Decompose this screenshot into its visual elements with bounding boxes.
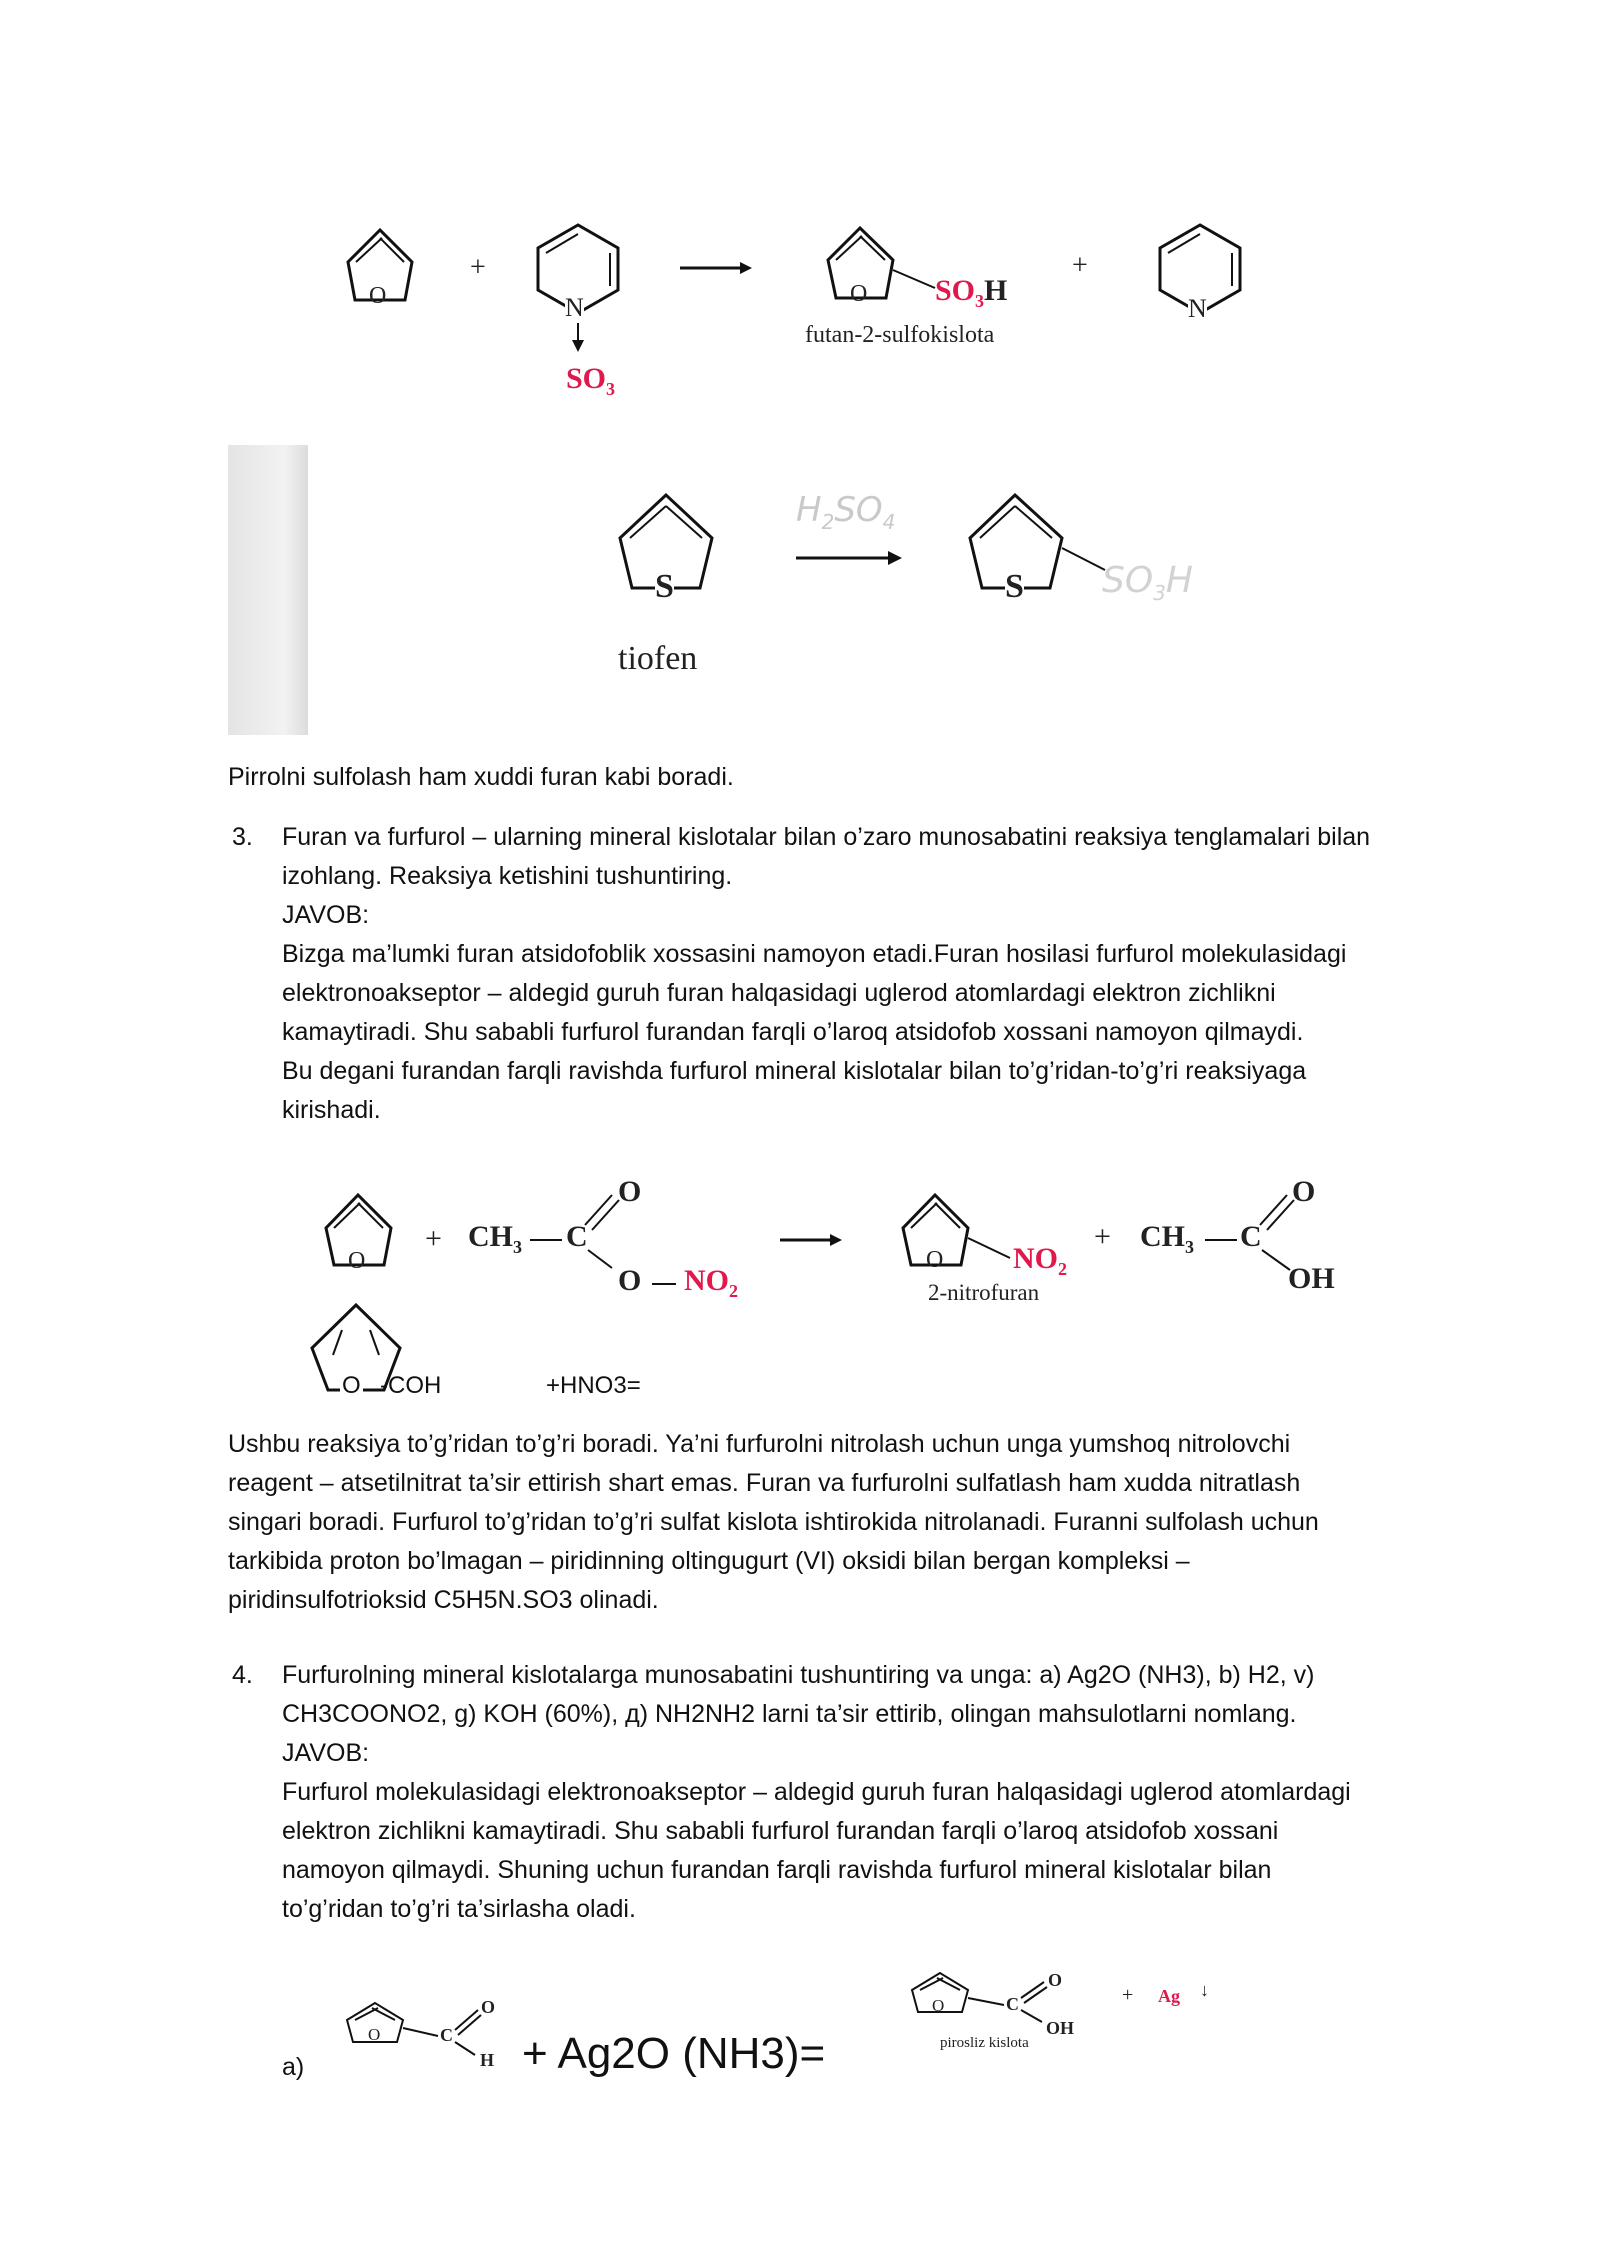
furfurol-oxygen-label: O [342, 1372, 361, 1399]
carbonyl-oxygen-label: O [618, 1175, 642, 1208]
aldehyde-group-label: -COH [380, 1372, 442, 1399]
answer-line: kirishadi. [282, 1096, 381, 1124]
answer-label: JAVOB: [282, 901, 370, 929]
answer-line: elektronoakseptor – aldegid guruh furan halqasidagi uglerod atomlardagi elektron zichlikni [282, 979, 1276, 1007]
question-line: Furan va furfurol – ularning mineral kislotalar bilan o’zaro munosabatini reaksiya tenglamalari bilan [282, 823, 1371, 851]
plus-sign: + [1094, 1220, 1111, 1253]
catalyst-label: $H_2SO_4$ [796, 490, 896, 534]
aldehyde-hydrogen-label: H [480, 2050, 495, 2070]
list-number: 4. [232, 1661, 253, 1689]
nitro-group-label: $NO_2$ [684, 1264, 738, 1301]
paragraph-line: tarkibida proton bo’lmagan – piridinning oltingugurt (VI) oksidi bilan bergan kompleksi – [228, 1547, 1190, 1575]
question-line: CH3COONO2, g) KOH (60%), д) NH2NH2 larni ta’sir ettirib, olingan mahsulotlarni nomlang. [282, 1700, 1297, 1728]
pyridine-nitrogen-label: N [1188, 294, 1207, 323]
furan-oxygen-label: O [369, 283, 387, 309]
product-oxygen-label: O [850, 281, 868, 307]
answer-line: Furfurol molekulasidagi elektronoakseptor – aldegid guruh furan halqasidagi uglerod atomlardagi [282, 1778, 1351, 1806]
plus-sign: + [470, 252, 486, 283]
silver-label: Ag [1158, 1986, 1180, 2006]
carbonyl-oxygen-label: O [1292, 1175, 1316, 1208]
hydroxyl-label: OH [1288, 1262, 1335, 1295]
question-line: izohlang. Reaksiya ketishini tushuntiring. [282, 862, 733, 890]
nitrofuran-oxygen-label: O [926, 1247, 944, 1273]
ester-oxygen-label: O [618, 1264, 642, 1297]
product-name: pirosliz kislota [940, 2035, 1029, 2051]
answer-line: elektron zichlikni kamaytiradi. Shu sababli furfurol furandan farqli o’laroq atsidofob xossani [282, 1817, 1279, 1845]
list-number: 3. [232, 823, 253, 851]
reagent-label: + Ag2O (NH3)= [522, 2029, 826, 2078]
acid-oxygen-label: O [932, 1996, 945, 2015]
plus-sign: + [1072, 250, 1088, 281]
product-name: 2-nitrofuran [928, 1280, 1040, 1305]
plus-sign: + [425, 1222, 442, 1255]
question-line: Furfurolning mineral kislotalarga munosabatini tushuntiring va unga: a) Ag2O (NH3), b) H2, v) [282, 1661, 1315, 1689]
paragraph-line: Ushbu reaksiya to’g’ridan to’g’ri boradi. Ya’ni furfurolni nitrolash uchun unga yumshoq nitrolovchi [228, 1430, 1291, 1458]
so3-reagent-label: $SO_3$ [566, 362, 616, 399]
carbon-label: C [566, 1220, 588, 1253]
carbon-label: C [440, 2025, 453, 2045]
carbonyl-oxygen-label: O [1048, 1970, 1063, 1990]
aldehyde-oxygen-label: O [481, 1997, 496, 2017]
product-group-label: $SO_3H$ [1102, 560, 1193, 606]
product-sulfur-label: S [1005, 568, 1024, 605]
answer-line: to’g’ridan to’g’ri ta’sirlasha oladi. [282, 1895, 636, 1923]
paragraph-line: reagent – atsetilnitrat ta’sir ettirish shart emas. Furan va furfurolni sulfatlash ham xudda nitratlash [228, 1469, 1301, 1497]
precipitate-arrow-icon: ↓ [1200, 1980, 1209, 2000]
furan-oxygen-label: O [348, 1248, 366, 1274]
answer-label: JAVOB: [282, 1739, 370, 1767]
product-nitro-label: $NO_2$ [1013, 1242, 1067, 1279]
pyridine-nitrogen-label: N [565, 293, 584, 322]
carbon-label: C [1240, 1220, 1262, 1253]
sub-item-label: a) [282, 2053, 305, 2081]
nitric-acid-label: +HNO3= [546, 1372, 641, 1399]
paragraph-line: piridinsulfotrioksid C5H5N.SO3 olinadi. [228, 1586, 659, 1614]
product-name: futan-2-sulfokislota [805, 322, 995, 348]
sulfonic-group-label: $SO_3H$ [935, 274, 1008, 311]
methyl-group-label: $CH_3$ [468, 1220, 522, 1257]
plus-sign: + [1122, 1984, 1134, 2006]
paragraph-pyrrol: Pirrolni sulfolash ham xuddi furan kabi boradi. [228, 763, 734, 791]
answer-line: Bu degani furandan farqli ravishda furfurol mineral kislotalar bilan to’g’ridan-to’g’ri reaksiyaga [282, 1057, 1307, 1085]
answer-line: kamaytiradi. Shu sababli furfurol furandan farqli o’laroq atsidofob xossani namoyon qilmaydi. [282, 1018, 1304, 1046]
furfural-oxygen-label: O [368, 2025, 381, 2044]
paragraph-line: singari boradi. Furfurol to’g’ridan to’g’ri sulfat kislota ishtirokida nitrolanadi. Furanni sulfolash uchun [228, 1508, 1319, 1536]
answer-line: namoyon qilmaydi. Shuning uchun furandan farqli ravishda furfurol mineral kislotalar bilan [282, 1856, 1272, 1884]
hydroxyl-label: OH [1046, 2018, 1075, 2038]
methyl-group-label: $CH_3$ [1140, 1220, 1194, 1257]
carbon-label: C [1006, 1994, 1019, 2014]
thiophene-name: tiofen [618, 640, 698, 677]
answer-line: Bizga ma’lumki furan atsidofoblik xossasini namoyon etadi.Furan hosilasi furfurol molekulasidagi [282, 940, 1347, 968]
thiophene-sulfur-label: S [655, 568, 674, 605]
